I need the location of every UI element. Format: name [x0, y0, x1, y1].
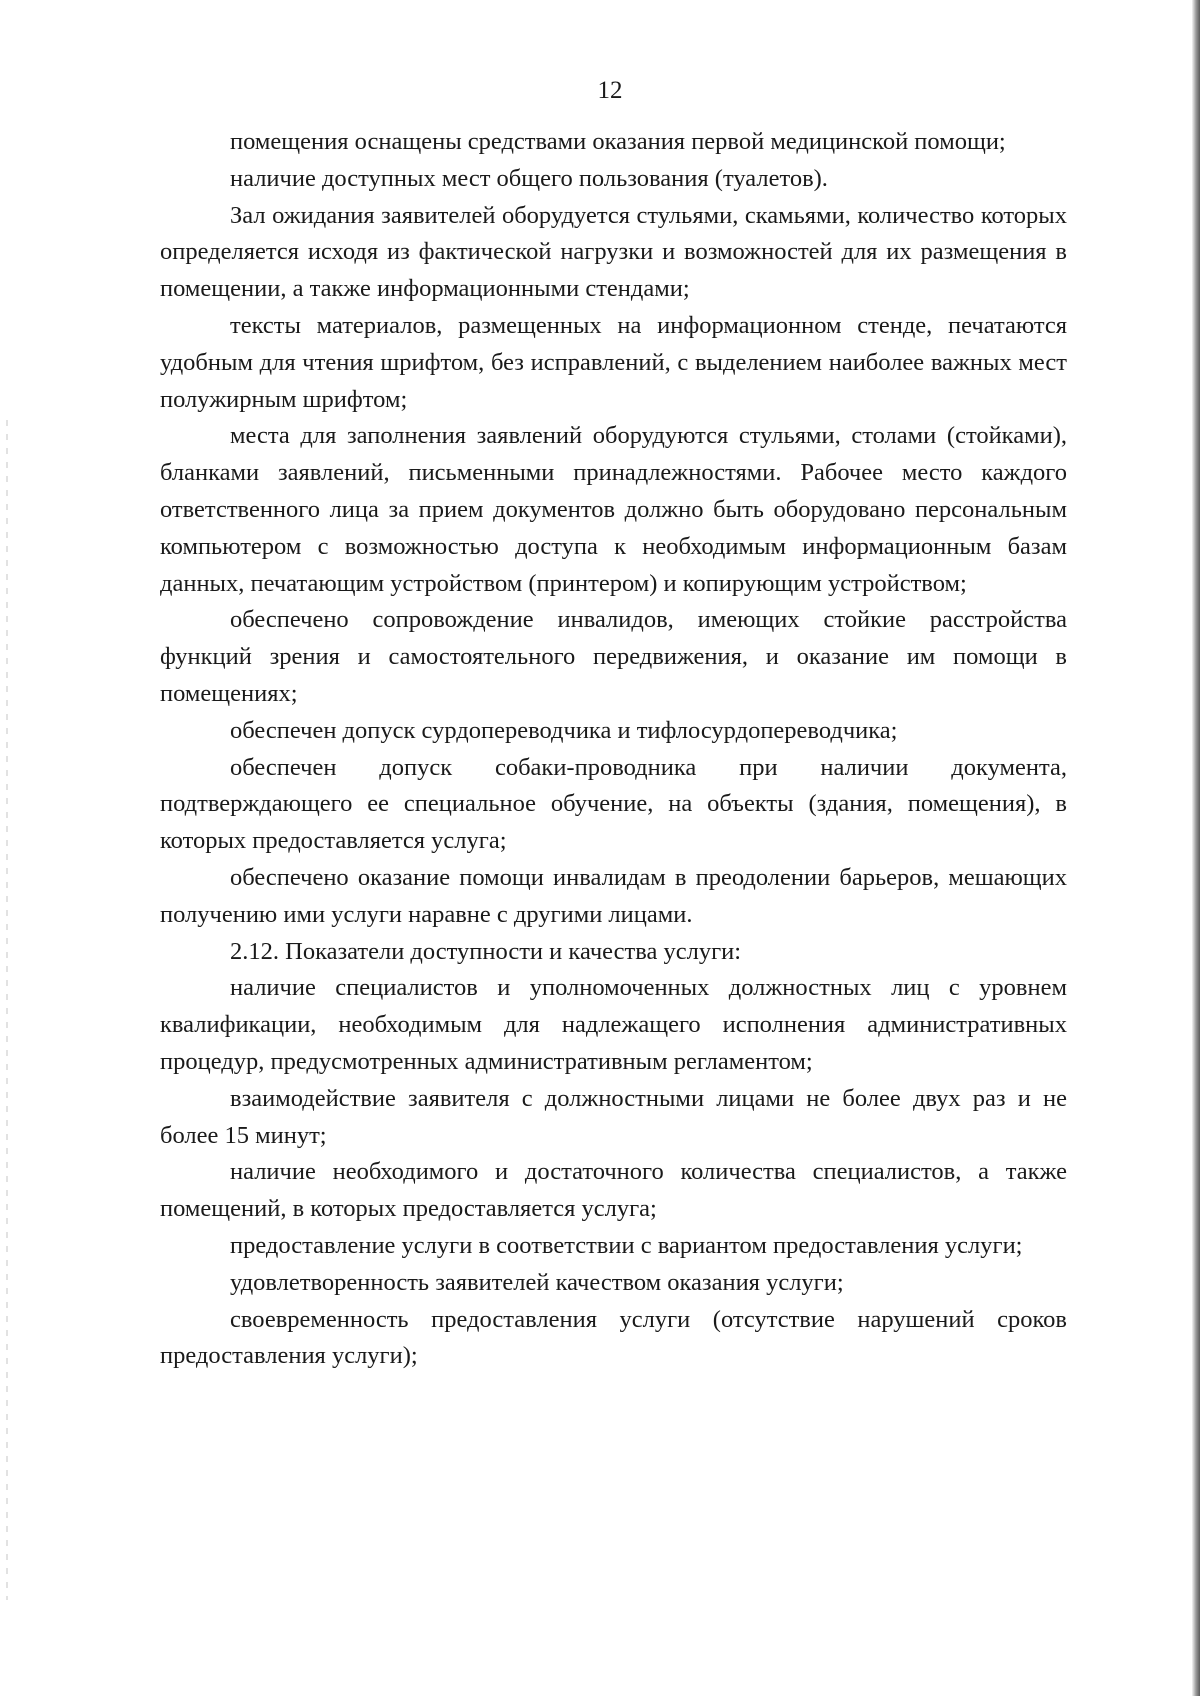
section-heading-2-12: 2.12. Показатели доступности и качества услуги:	[230, 937, 742, 965]
paragraph: обеспечено оказание помощи инвалидам в преодолении барьеров, мешающих получению ими услуги наравне с другими лицами.	[160, 863, 1067, 928]
scan-edge-left	[6, 420, 8, 1600]
paragraph: обеспечен допуск собаки-проводника при наличии документа, подтверждающего ее специальное обучение, на объекты (здания, помещения), в которых предоставляется услуга;	[160, 753, 1067, 855]
paragraph: наличие необходимого и достаточного количества специалистов, а также помещений, в которых предоставляется услуга;	[160, 1158, 1067, 1223]
paragraph: предоставление услуги в соответствии с вариантом предоставления услуги;	[230, 1231, 1023, 1259]
paragraph: своевременность предоставления услуги (отсутствие нарушений сроков предоставления услуги);	[160, 1305, 1067, 1370]
paragraph: тексты материалов, размещенных на информационном стенде, печатаются удобным для чтения шрифтом, без исправлений, с выделением наиболее важных мест полужирным шрифтом;	[160, 311, 1067, 413]
paragraph: наличие доступных мест общего пользования (туалетов).	[230, 164, 828, 192]
paragraph: обеспечено сопровождение инвалидов, имеющих стойкие расстройства функций зрения и самостоятельного передвижения, и оказание им помощи в помещениях;	[160, 606, 1067, 707]
paragraph: удовлетворенность заявителей качеством оказания услуги;	[230, 1268, 844, 1296]
document-body	[160, 124, 1067, 1375]
paragraph: взаимодействие заявителя с должностными лицами не более двух раз и не более 15 минут;	[160, 1084, 1067, 1149]
paragraph: помещения оснащены средствами оказания первой медицинской помощи;	[230, 128, 1006, 155]
paragraph: места для заполнения заявлений оборудуются стульями, столами (стойками), бланками заявлений, письменными принадлежностями. Рабочее место каждого ответственного лица за прием документов должно быть оборудовано персональным компьютером с возможностью доступа к необходимым информационным базам данных, печатающим устройством (принтером) и копирующим устройством;	[160, 422, 1067, 597]
page-number: 12	[597, 77, 623, 104]
paragraph: обеспечен допуск сурдопереводчика и тифлосурдопереводчика;	[230, 716, 898, 744]
scan-edge-right	[1192, 0, 1200, 1696]
paragraph: наличие специалистов и уполномоченных должностных лиц с уровнем квалификации, необходимым для надлежащего исполнения административных процедур, предусмотренных административным регламентом;	[160, 974, 1067, 1075]
paragraph: Зал ожидания заявителей оборудуется стульями, скамьями, количество которых определяется исходя из фактической нагрузки и возможностей для их размещения в помещении, а также информационными стендами;	[160, 201, 1067, 303]
